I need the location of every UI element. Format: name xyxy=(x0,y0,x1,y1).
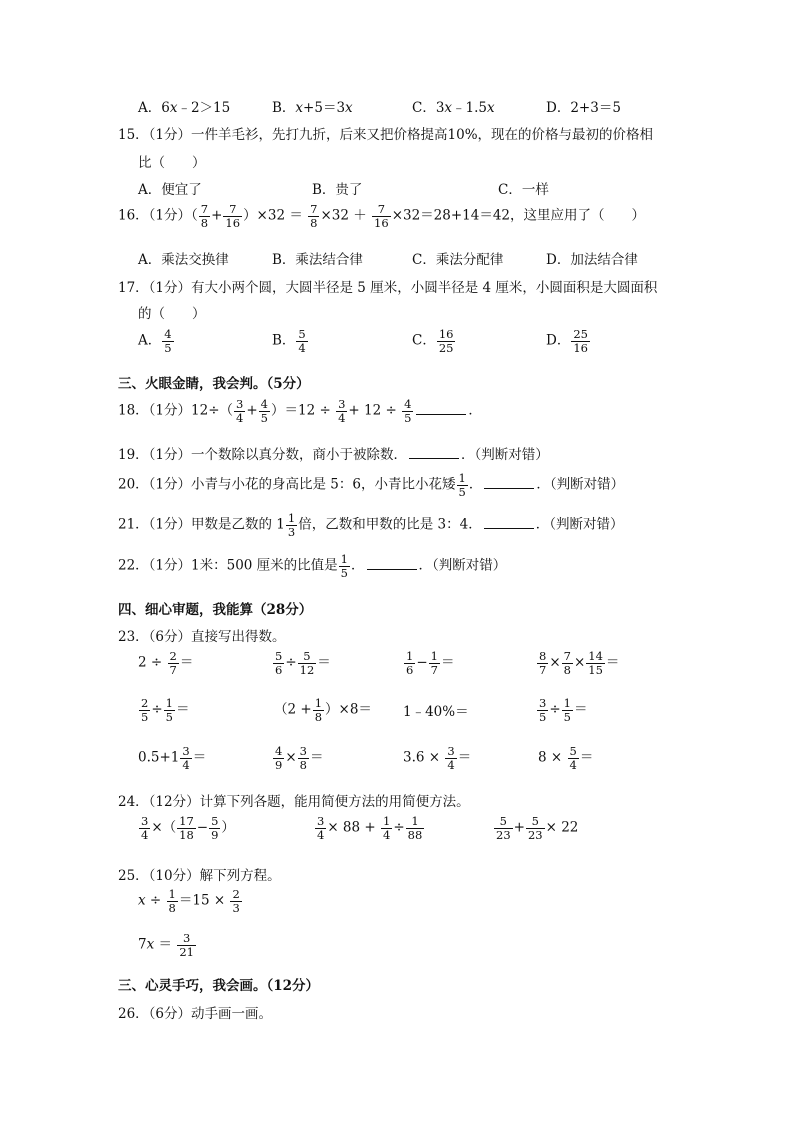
q14-option-a: A．6x﹣2＞15 xyxy=(138,100,231,116)
q14-option-b: B．x+5＝3x xyxy=(272,100,353,116)
q25-stem: 25．（10分）解下列方程。 xyxy=(118,868,281,884)
q24-expr-1: $\frac{3}{4}$ ×（ $\frac{17}{18}$ − $\frac{5}{9}$ ） xyxy=(141,814,235,842)
q14-option-d: D．2+3＝5 xyxy=(546,100,621,116)
q17-option-b: B． $\frac{5}{4}$ xyxy=(272,327,306,355)
q23-item: 1﹣40%＝ xyxy=(403,704,469,720)
q23-item: $\frac{3}{5}$ ÷ $\frac{1}{5}$ ＝ xyxy=(539,696,588,724)
q21: 21．（1分）甲数是乙数的 1 $\frac{1}{3}$ 倍，乙数和甲数的比是 3：4． ．（判断对错） xyxy=(118,511,624,539)
q25-equation-2: 7x ＝ $\frac{3}{21}$ xyxy=(138,931,194,959)
q14-option-c: C．3x﹣1.5x xyxy=(412,100,495,116)
q15-option-c: C．一样 xyxy=(498,182,549,198)
q22: 22．（1分）1米：500 厘米的比值是 $\frac{1}{5}$ ． ．（判断对错） xyxy=(118,552,507,580)
q23-item: $\frac{1}{6}$ − $\frac{1}{7}$ ＝ xyxy=(406,649,455,677)
q17-option-a: A． $\frac{4}{5}$ xyxy=(138,327,172,355)
q17-stem-cont: 的（ ） xyxy=(138,306,206,322)
section-4-heading: 四、细心审题，我能算（28分） xyxy=(118,602,313,618)
q23-item: $\frac{8}{7}$ × $\frac{7}{8}$ × $\frac{14}{15}$ ＝ xyxy=(539,649,620,677)
q23-item: 2 ÷ $\frac{2}{7}$ ＝ xyxy=(138,649,194,677)
q18: 18．（1分）12÷（ $\frac{3}{4}$ + $\frac{4}{5}$ ）＝12 ÷ $\frac{3}{4}$ + 12 ÷ $\frac{4}{5}$ ． xyxy=(118,397,482,425)
q15-stem-cont: 比（ ） xyxy=(138,155,206,171)
q17-option-c: C． $\frac{16}{25}$ xyxy=(412,327,454,355)
q23-item: 3.6 × $\frac{3}{4}$ ＝ xyxy=(403,744,472,772)
q24-expr-2: $\frac{3}{4}$ × 88 + $\frac{1}{4}$ ÷ $\frac{1}{88}$ xyxy=(317,814,423,842)
q23-item: 8 × $\frac{5}{4}$ ＝ xyxy=(538,744,594,772)
q23-item: $\frac{2}{5}$ ÷ $\frac{1}{5}$ ＝ xyxy=(141,696,190,724)
q18-answer-blank[interactable] xyxy=(416,402,466,415)
q19-answer-blank[interactable] xyxy=(409,446,459,459)
q16-option-d: D．加法结合律 xyxy=(546,252,638,268)
q19: 19．（1分）一个数除以真分数，商小于被除数． ．（判断对错） xyxy=(118,447,549,463)
section-5-heading: 三、心灵手巧，我会画。（12分） xyxy=(118,978,320,994)
q17-option-d: D． $\frac{25}{16}$ xyxy=(546,327,588,355)
q17-stem: 17．（1分）有大小两个圆，大圆半径是 5 厘米，小圆半径是 4 厘米，小圆面积是大圆面积 xyxy=(118,280,658,296)
q25-equation-1: x ÷ $\frac{1}{8}$ ＝15 × $\frac{2}{3}$ xyxy=(138,887,240,915)
q23-item: $\frac{4}{9}$ × $\frac{3}{8}$ ＝ xyxy=(275,744,324,772)
q23-item: $\frac{5}{6}$ ÷ $\frac{5}{12}$ ＝ xyxy=(275,649,331,677)
q16-option-c: C．乘法分配律 xyxy=(412,252,504,268)
q22-answer-blank[interactable] xyxy=(367,557,417,570)
q15-option-a: A．便宜了 xyxy=(138,182,202,198)
q15-option-b: B．贵了 xyxy=(312,182,363,198)
q23-item: （2 + $\frac{1}{8}$ ）×8＝ xyxy=(274,696,372,724)
q23-item: 0.5+1 $\frac{3}{4}$ ＝ xyxy=(138,744,207,772)
q20: 20．（1分）小青与小花的身高比是 5：6，小青比小花矮 $\frac{1}{5}$ ． ．（判断对错） xyxy=(118,471,625,499)
q15-stem: 15．（1分）一件羊毛衫，先打九折，后来又把价格提高10%，现在的价格与最初的价格相 xyxy=(118,127,654,143)
q24-stem: 24．（12分）计算下列各题，能用简便方法的用简便方法。 xyxy=(118,794,470,810)
q16-option-a: A．乘法交换律 xyxy=(138,252,229,268)
q21-answer-blank[interactable] xyxy=(484,516,534,529)
q24-expr-3: $\frac{5}{23}$ + $\frac{5}{23}$ × 22 xyxy=(496,814,579,842)
q20-answer-blank[interactable] xyxy=(484,476,534,489)
section-3-heading: 三、火眼金睛，我会判。（5分） xyxy=(118,376,310,392)
q26-stem: 26．（6分）动手画一画。 xyxy=(118,1006,273,1022)
q16-stem: 16．（1分）（ $\frac{7}{8}$ + $\frac{7}{16}$ ）×32 ＝ $\frac{7}{8}$ ×32 ＋ $\frac{7}{16}$ ×32＝28+14＝42，这里应用了（ ） xyxy=(118,202,646,230)
q23-stem: 23．（6分）直接写出得数。 xyxy=(118,629,286,645)
q16-option-b: B．乘法结合律 xyxy=(272,252,363,268)
